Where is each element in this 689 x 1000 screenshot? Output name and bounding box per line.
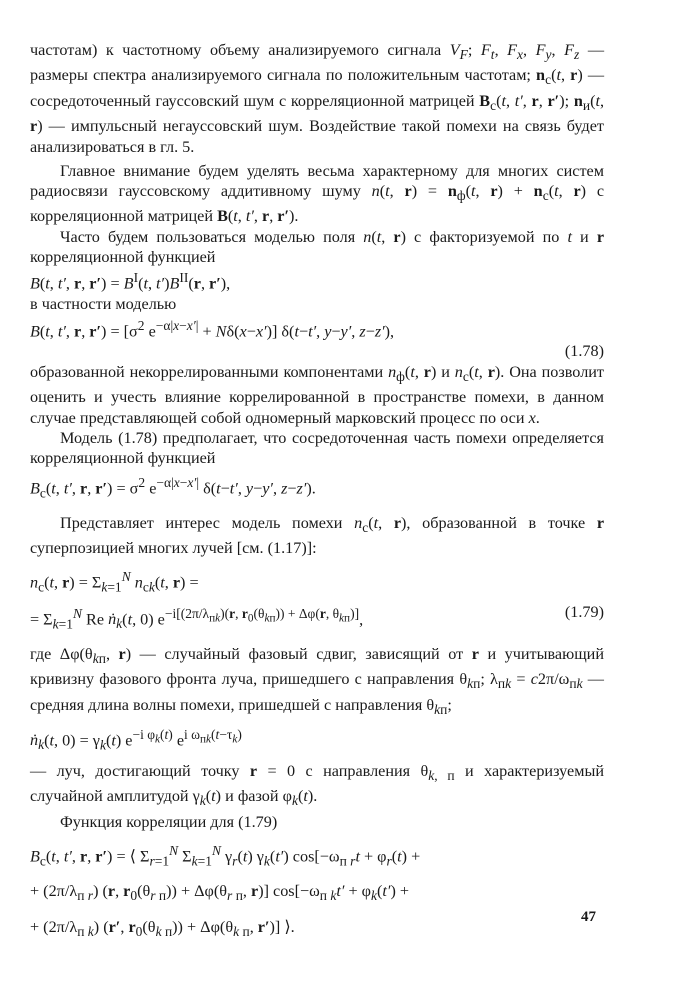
equation: $B_с(t$, t′, r, r′) = ⟨ $\Sigma_{r=1}^N$ $\Sigma_{k=1}^N$ $\gamma_r(t)$ $\gamma_k(t') \cos[-\omega_{п r}t + \varphi_r(t)$ + (30, 842, 421, 869)
paragraph: Модель (1.78) предполагает, что сосредоточенная часть помехи определяется корреляционной функцией (30, 428, 604, 467)
equation: = $\Sigma_{k=1}^N$ Re ṅ$_k$(t, 0) $e^{-i[(2\pi/\lambda_{пk})(r, r_0(\theta_{kп})) + \Delta\varphi(r, \theta_{kп})]}$, (1.79) (30, 603, 604, 632)
paragraph: образованной некоррелированными компонентами $n_ф(t$, r) и $n_с(t$, r). Она позволит оценить и учесть влияние коррелированной в пространстве помехи, в данном случае представляющей собой одномерный марковский процесс по оси x. (30, 362, 605, 427)
paragraph: Часто будем пользоваться моделью поля n(t, r) с факторизуемой по t и r корреляционной функцией (30, 227, 604, 266)
equation-number: (1.79) (564, 603, 604, 622)
equation: + $(2\pi/\lambda_{п r})$ (r, $r_0(\theta_{r п})) + \Delta\varphi(\theta_{r п}$, r)] $\cos[-\omega_{п k}t' + \varphi_k(t')$ + (30, 882, 410, 904)
paragraph: Представляет интерес модель помехи $n_с(t$, r), образованной в точке r суперпозицией многих лучей [см. (1.17)]: (30, 513, 605, 558)
equation: $B_с(t$, t′, r, $r') = \sigma^2$ $e^{-\alpha|x-x'|}$ δ(t−t′, y−y′, z−z′). (30, 475, 316, 501)
equation-number: (1.78) (564, 341, 604, 360)
paragraph: частотам) к частотному объему анализируемого сигнала $V_F$; $F_t$, $F_x$, $F_y$, $F_z$ — размеры спектра анализируемого сигнала по положительным частотам; $n_с(t$, r) — сосредоточенный гауссовский шум с корреляционной матрицей $B_с(t$, t′, r, r′); $n_и(t$, r) — импульсный негауссовский шум. Воздействие такой помехи на связь будет анализироваться в гл. 5. (30, 41, 605, 156)
paragraph: где $\Delta\varphi(\theta_{kп}$, r) — случайный фазовый сдвиг, зависящий от r и учитывающий кривизну фазового фронта луча, пришедшего с направления $\theta_{kп}$; $\lambda_{пk} = c2\pi/\omega_{пk}$ — средняя длина волны помехи, пришедшей с направления $\theta_{kп}$; (30, 644, 604, 717)
equation: B(t, t′, r, $r') = B^I(t$, $t')B^{II}(r$, r′), (30, 269, 231, 293)
equation: $n_с(t$, $r) = \Sigma_{k=1}^N$ $n_{сk}(t$, r) = (30, 569, 199, 596)
equation: ṅ$_k$(t, $0) = \gamma_k(t)$ $e^{-i \varphi_k(t)}$ $e^{i \omega_{пk}(t-\tau_k)}$ (30, 727, 242, 753)
paragraph: — луч, достигающий точку r = 0 с направления $\theta_{k, п}$ и характеризуемый случайной амплитудой $\gamma_k(t)$ и фазой $\varphi_k(t)$. (30, 761, 604, 809)
paragraph: в частности моделью (30, 295, 177, 314)
equation: B(t, t′, r, $r') = [\sigma^2$ $e^{-\alpha|x-x'|} + N\delta(x-x')$] δ(t−t′, y−y′, z−z′), (30, 317, 395, 340)
paragraph: Функция корреляции для (1.79) (60, 812, 278, 831)
equation-number-row (30, 342, 604, 362)
page-number: 47 (581, 909, 596, 925)
paragraph: Главное внимание будем уделять весьма характерному для многих систем радиосвязи гауссовскому аддитивному шуму n(t, $r) = n_ф(t$, $r) + n_с(t$, r) с корреляционной матрицей B(t, t′, r, r′). (30, 161, 605, 226)
equation: + $(2\pi/\lambda_{п k})$ (r′, $r_0(\theta_{k п})) + \Delta\varphi(\theta_{k п}$, r′)] ⟩. (30, 917, 295, 939)
page-body (30, 40, 604, 943)
